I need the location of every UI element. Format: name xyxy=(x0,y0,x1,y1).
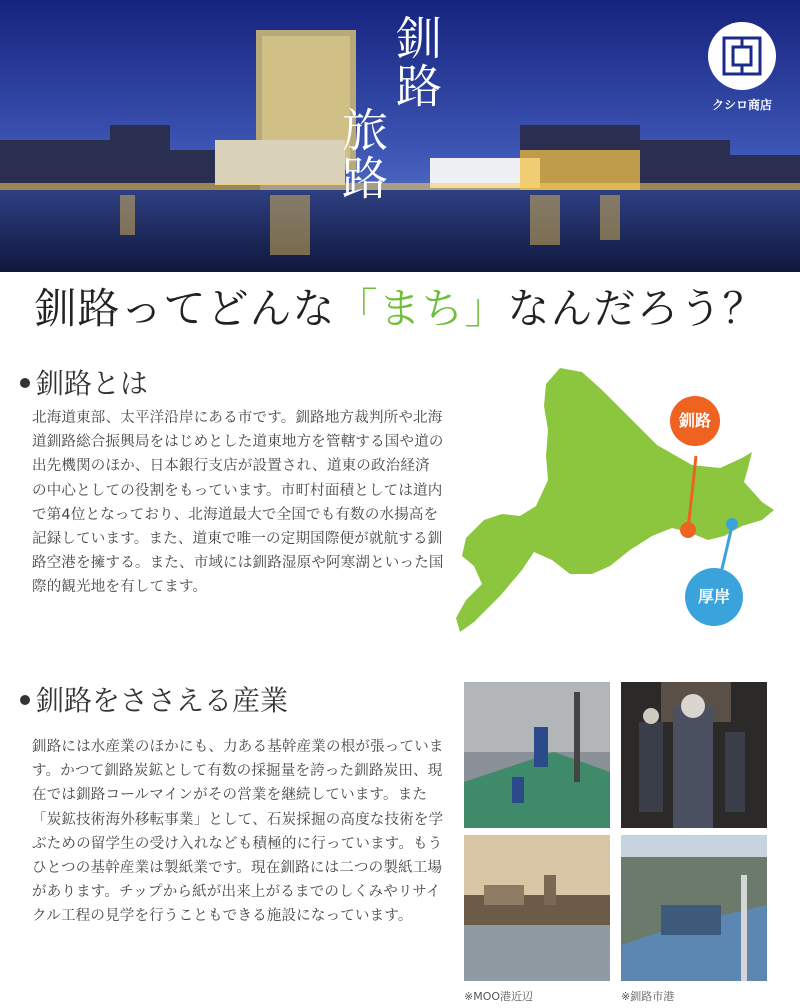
about-heading-text: 釧路とは xyxy=(36,367,149,400)
about-heading xyxy=(20,366,148,402)
page-headline xyxy=(0,278,800,340)
photo-fishing-boat xyxy=(464,682,610,828)
hokkaido-map xyxy=(452,360,800,650)
photo-harbor-dusk xyxy=(464,835,610,981)
map-pin-kushiro: 釧路 xyxy=(670,396,720,446)
photo-caption-port: ※釧路市港 xyxy=(621,990,675,1003)
shop-logo xyxy=(692,22,792,132)
hero-title-kushiro: 釧路 xyxy=(389,14,443,110)
hokkaido-shape xyxy=(452,360,800,650)
hero-banner xyxy=(0,0,800,272)
logo-mark-icon xyxy=(708,22,776,90)
about-text: 北海道東部、太平洋沿岸にある市です。釧路地方裁判所や北海道釧路総合振興局をはじめとした道東地方を管轄する国や道の出先機関のほか、日本銀行支店が設置され、道東の政治経済の中心としての役割をもっています。市町村面積としては道内で第4位となっており、北海道最大で全国でも有数の水揚高を記録しています。また、道東で唯一の定期国際便が就航する釧路空港を擁する。また、市域には釧路湿原や阿寒湖といった国際的観光地を有してます。 xyxy=(32,410,444,596)
hero-title xyxy=(332,14,442,264)
hero-title-tabiji: 旅路 xyxy=(335,106,389,202)
industry-text: 釧路には水産業のほかにも、力ある基幹産業の根が張っています。かつて釧路炭鉱として有数の採掘量を誇った釧路炭田、現在では釧路コールマインがその営業を継続しています。また「炭鉱技術海外移転事業」として、石炭採掘の高度な技術を学ぶための留学生の受け入れなども積極的に行っています。もうひとつの基幹産業は製紙業です。現在釧路には二つの製紙工場があります。チップから紙が出来上がるまでのしくみやリサイクル工程の見学を行うこともできる施設になっています。 xyxy=(32,739,444,925)
headline-accent: 「まち」 xyxy=(335,284,508,333)
photo-coal-mine xyxy=(621,682,767,828)
industry-heading xyxy=(20,683,288,719)
photo-caption-moo: ※MOO港近辺 xyxy=(464,990,534,1003)
bullet-icon xyxy=(20,378,30,388)
bullet-icon xyxy=(20,695,30,705)
photo-kushiro-port xyxy=(621,835,767,981)
headline-after: なんだろう？ xyxy=(507,284,766,333)
industry-heading-text: 釧路をささえる産業 xyxy=(36,684,289,717)
headline-before: 釧路ってどんな xyxy=(34,284,336,333)
map-pin-akkeshi: 厚岸 xyxy=(685,568,743,626)
logo-name: クシロ商店 xyxy=(711,98,772,112)
